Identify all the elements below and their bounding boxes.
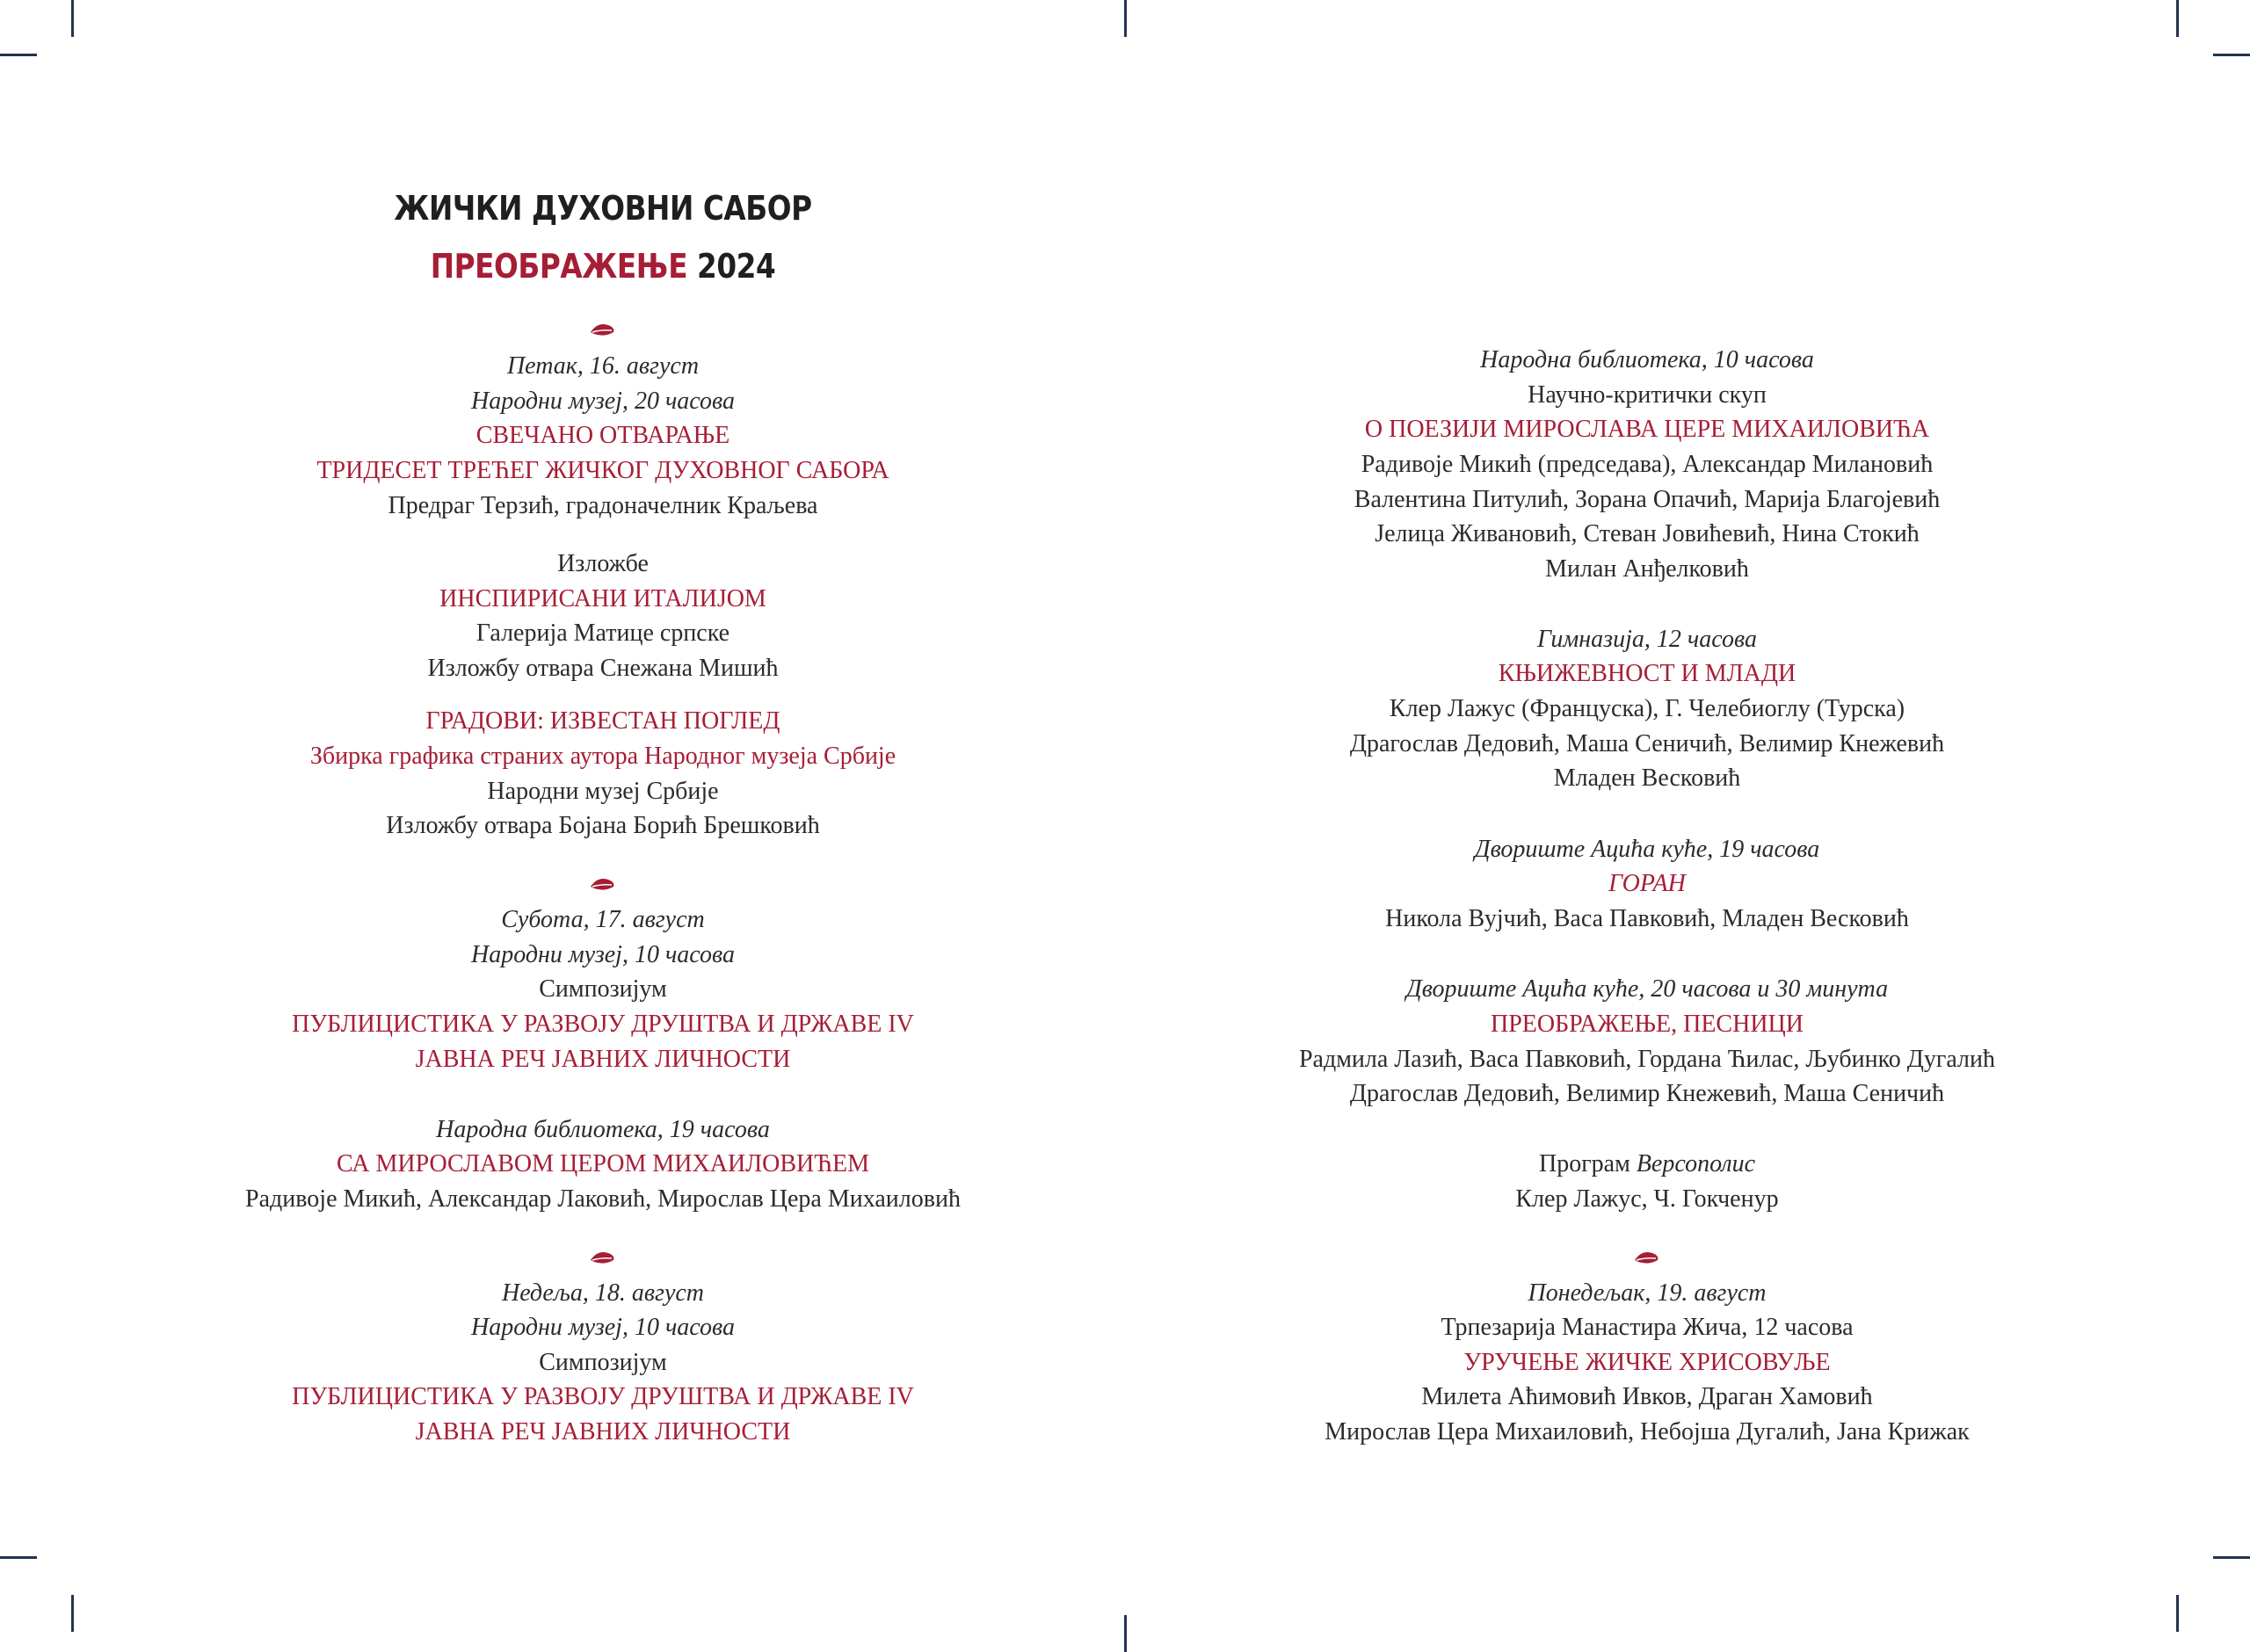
gymnasium-people: Клер Лажус (Француска), Г. Челебиоглу (Турска) [1389, 695, 1905, 722]
leaf-ornament-icon [589, 1248, 617, 1269]
program-label: Програм [1538, 1150, 1630, 1177]
gymnasium-people: Драгослав Дедовић, Маша Сеничић, Велимир Кнежевић [1349, 730, 1945, 757]
crop-mark [2176, 1595, 2179, 1632]
friday-place: Народни музеј, 20 часова [470, 388, 735, 415]
gymnasium-people: Младен Весковић [1553, 764, 1741, 792]
monday-place: Трпезарија Манастира Жича, 12 часова [1441, 1314, 1854, 1341]
leaf-ornament-icon [589, 320, 617, 341]
sunday-symposium-title: ПУБЛИЦИСТИКА У РАЗВОЈУ ДРУШТВА И ДРЖАВЕ IV [292, 1383, 914, 1410]
sunday-kind: Симпозијум [539, 1349, 667, 1376]
saturday-kind: Симпозијум [539, 975, 667, 1003]
symposium-title: ПУБЛИЦИСТИКА У РАЗВОЈУ ДРУШТВА И ДРЖАВЕ IV [292, 1011, 914, 1038]
award-people: Милета Аћимовић Ивков, Драган Хамовић [1421, 1383, 1873, 1410]
subtitle-year: 2024 [697, 247, 776, 286]
versopolis-people: Клер Лажус, Ч. Гокченур [1515, 1185, 1779, 1213]
symposium-subtitle: ЈАВНА РЕЧ ЈАВНИХ ЛИЧНОСТИ [415, 1046, 791, 1073]
exhibition-2-title: ГРАДОВИ: ИЗВЕСТАН ПОГЛЕД [425, 707, 780, 735]
opening-subtitle: ТРИДЕСЕТ ТРЕЋЕГ ЖИЧКОГ ДУХОВНОГ САБОРА [316, 457, 889, 484]
library-kind: Научно-критички скуп [1528, 381, 1767, 409]
saturday-date: Субота, 17. август [501, 906, 705, 933]
versopolis-program [1208, 1147, 2087, 1182]
library-people: Милан Анђелковић [1545, 555, 1749, 583]
sunday-date: Недеља, 18. август [501, 1279, 705, 1307]
monday-date: Понедељак, 19. август [1528, 1279, 1767, 1307]
opening-title: СВЕЧАНО ОТВАРАЊЕ [475, 422, 730, 449]
festival-title: ЖИЧКИ ДУХОВНИ САБОР [394, 189, 812, 228]
exhibition-1-opener: Изложбу отвара Снежана Мишић [427, 655, 779, 682]
sunday-symposium-subtitle: ЈАВНА РЕЧ ЈАВНИХ ЛИЧНОСТИ [415, 1418, 791, 1446]
award-title: УРУЧЕЊЕ ЖИЧКЕ ХРИСОВУЉЕ [1463, 1349, 1831, 1376]
poets-place: Двориште Ацића куће, 20 часова и 30 минута [1405, 975, 1889, 1003]
poets-people: Радмила Лазић, Васа Павковић, Гордана Ћилас, Љубинко Дугалић [1298, 1046, 1996, 1073]
exhibition-2-opener: Изложбу отвара Бојана Борић Брешковић [386, 812, 820, 839]
leaf-ornament-icon [589, 874, 617, 895]
crop-mark [2213, 54, 2250, 56]
saturday-place: Народни музеј, 10 часова [470, 941, 735, 968]
gymnasium-place: Гимназија, 12 часова [1537, 626, 1757, 653]
poets-people: Драгослав Дедовић, Велимир Кнежевић, Маша Сеничић [1349, 1080, 1945, 1107]
crop-mark [71, 1595, 74, 1632]
opening-speaker: Предраг Терзић, градоначелник Краљева [388, 492, 818, 519]
goran-place: Двориште Ацића куће, 19 часова [1474, 836, 1820, 863]
library-people: Радивоје Микић (председава), Александар Милановић [1361, 451, 1934, 478]
exhibition-1-title: ИНСПИРИСАНИ ИТАЛИЈОМ [439, 585, 766, 612]
crop-mark [2213, 1556, 2250, 1559]
exhibitions-heading: Изложбе [557, 550, 649, 577]
award-people: Мирослав Цера Михаиловић, Небојша Дугалић, Јана Крижак [1325, 1418, 1970, 1446]
crop-mark [0, 54, 37, 56]
library-place: Народна библиотека, 10 часова [1480, 346, 1814, 373]
evening-people: Радивоје Микић, Александар Лаковић, Мирослав Цера Михаиловић [245, 1185, 961, 1213]
library-people: Јелица Живановић, Стеван Јовићевић, Нина Стокић [1375, 520, 1920, 547]
crop-mark [1124, 1615, 1127, 1652]
page-title [225, 186, 981, 230]
exhibition-1-venue: Галерија Матице српске [475, 620, 730, 647]
library-people: Валентина Питулић, Зорана Опачић, Марија Благојевић [1354, 486, 1941, 513]
crop-mark [1124, 0, 1127, 37]
page-subtitle [225, 244, 981, 288]
friday-date: Петак, 16. август [506, 352, 700, 380]
program-name: Версополис [1636, 1150, 1756, 1177]
goran-title: ГОРАН [1608, 870, 1686, 897]
subtitle-name: ПРЕОБРАЖЕЊЕ [430, 247, 688, 286]
crop-mark [0, 1556, 37, 1559]
evening-title: СА МИРОСЛАВОМ ЦЕРОМ МИХАИЛОВИЋЕМ [336, 1150, 870, 1177]
gymnasium-title: КЊИЖЕВНОСТ И МЛАДИ [1498, 660, 1796, 687]
saturday-place-2: Народна библиотека, 19 часова [436, 1116, 770, 1143]
sunday-place: Народни музеј, 10 часова [470, 1314, 735, 1341]
exhibition-2-subtitle: Збирка графика страних аутора Народног музеја Србије [309, 743, 896, 770]
crop-mark [71, 0, 74, 37]
exhibition-2-venue: Народни музеј Србије [487, 778, 719, 805]
poets-title: ПРЕОБРАЖЕЊЕ, ПЕСНИЦИ [1490, 1011, 1804, 1038]
leaf-ornament-icon [1633, 1248, 1661, 1269]
library-title: О ПОЕЗИЈИ МИРОСЛАВА ЦЕРЕ МИХАИЛОВИЋА [1364, 416, 1930, 443]
goran-people: Никола Вујчић, Васа Павковић, Младен Весковић [1385, 905, 1909, 932]
crop-mark [2176, 0, 2179, 37]
